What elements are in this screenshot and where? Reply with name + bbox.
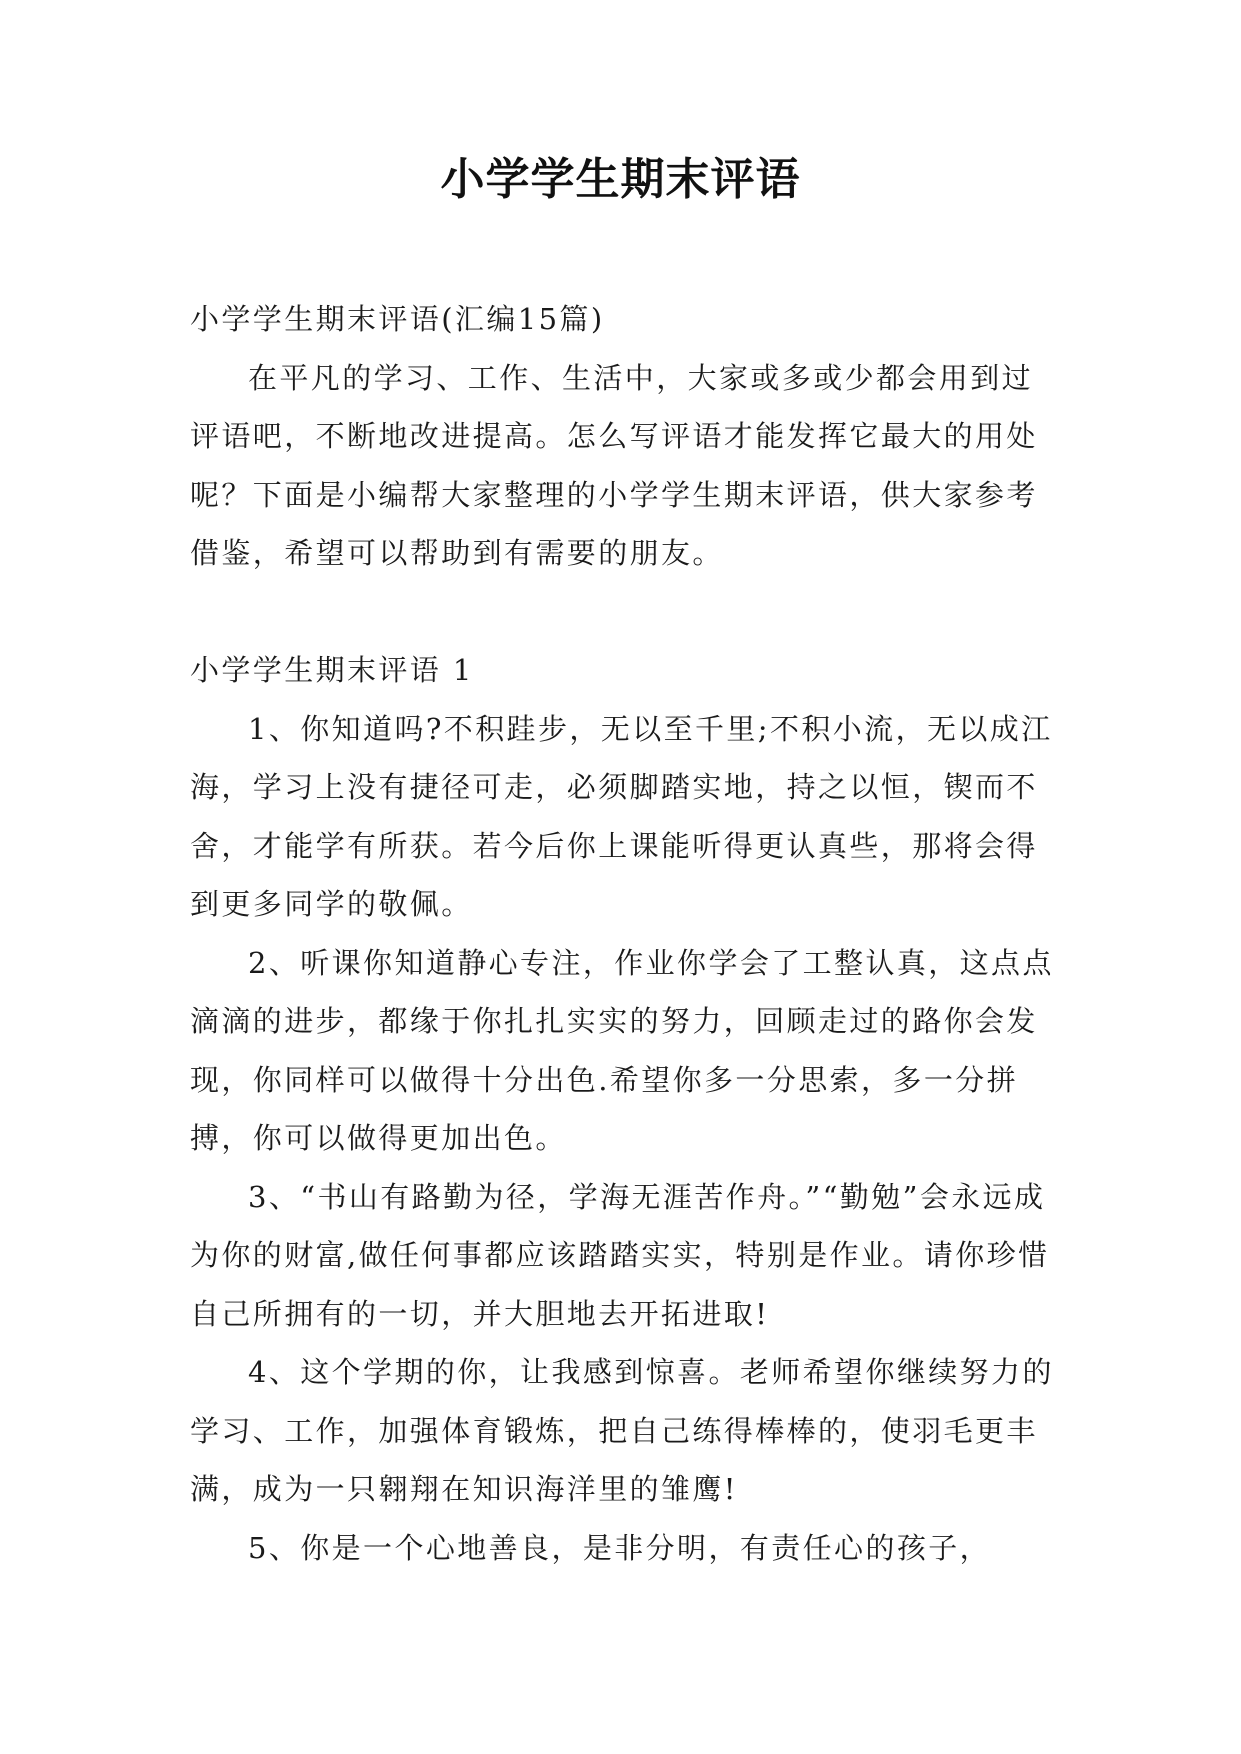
- list-item: 3、“书山有路勤为径，学海无涯苦作舟。”“勤勉”会永远成为你的财富,做任何事都应该踏踏实实，特别是作业。请你珍惜自己所拥有的一切，并大胆地去开拓进取!: [190, 1179, 1050, 1331]
- list-item: 4、这个学期的你，让我感到惊喜。老师希望你继续努力的学习、工作，加强体育锻炼，把自己练得棒棒的，使羽毛更丰满，成为一只翱翔在知识海洋里的雏鹰!: [190, 1355, 1054, 1506]
- section-heading: 小学学生期末评语 1: [190, 653, 474, 687]
- list-item: 5、你是一个心地善良，是非分明，有责任心的孩子，: [248, 1530, 992, 1565]
- subtitle: 小学学生期末评语(汇编15篇): [190, 302, 605, 336]
- document-title: 小学学生期末评语: [440, 154, 801, 205]
- list-item: 1、你知道吗?不积跬步，无以至千里;不积小流，无以成江海，学习上没有捷径可走，必须脚踏实地，持之以恒，锲而不舍，才能学有所获。若今后你上课能听得更认真些，那将会得到更多同学的敬佩。: [190, 711, 1053, 921]
- intro-paragraph: 在平凡的学习、工作、生活中，大家或多或少都会用到过评语吧，不断地改进提高。怎么写评语才能发挥它最大的用处呢？下面是小编帮大家整理的小学学生期末评语，供大家参考借鉴，希望可以帮助到有需要的朋友。: [190, 360, 1038, 570]
- list-item: 2、听课你知道静心专注，作业你学会了工整认真，这点点滴滴的进步，都缘于你扎扎实实的努力，回顾走过的路你会发现，你同样可以做得十分出色.希望你多一分思索，多一分拼搏，你可以做得更加出色。: [190, 945, 1054, 1155]
- paragraph-gap: [190, 583, 1060, 642]
- document-body: [190, 290, 1060, 1577]
